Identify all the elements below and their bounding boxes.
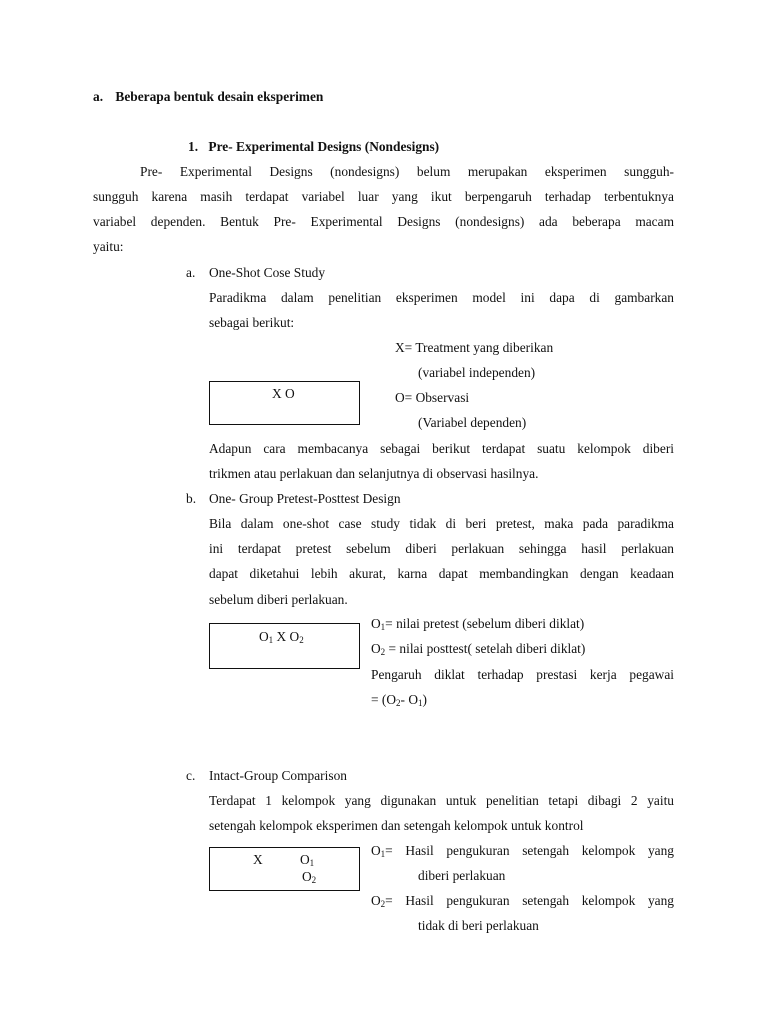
section-b-para-line-4: sebelum diberi perlakuan. xyxy=(209,592,348,607)
heading-text: Beberapa bentuk desain eksperimen xyxy=(115,89,324,104)
subheading xyxy=(188,139,439,155)
diagram-o1: $O_1$ xyxy=(300,852,315,868)
legend-o2-untreated-cont: tidak di beri perlakuan xyxy=(418,918,539,933)
section-a-para1-line-2: sebagai berikut: xyxy=(209,315,295,330)
intro-line-1: Pre- Experimental Designs (nondesigns) belum merupakan eksperimen sungguh- xyxy=(140,164,674,179)
legend-x-note: (variabel independen) xyxy=(418,365,536,380)
legend-o2-untreated: $O_2=$ Hasil pengukuran setengah kelompok yang xyxy=(371,893,674,909)
section-heading xyxy=(93,89,323,105)
intact-group-diagram-box xyxy=(209,847,360,891)
intro-line-4: yaitu: xyxy=(93,239,124,254)
section-c-para-line-2: setengah kelompok eksperimen dan setengah kelompok untuk kontrol xyxy=(209,818,584,833)
section-a-para2-line-1: Adapun cara membacanya sebagai berikut terdapat suatu kelompok diberi xyxy=(209,441,674,456)
heading-marker: a. xyxy=(93,89,104,104)
legend-o: O= Observasi xyxy=(395,390,470,405)
intro-line-2: sungguh karena masih terdapat variabel luar yang ikut berpengaruh terhadap terbentuknya xyxy=(93,189,674,204)
diagram-x: X xyxy=(253,852,263,867)
section-c-para-line-1: Terdapat 1 kelompok yang digunakan untuk penelitian tetapi dibagi 2 yaitu xyxy=(209,793,674,808)
section-a-marker: a. xyxy=(186,265,196,280)
section-b-marker: b. xyxy=(186,491,197,506)
section-a-para2-line-2: trikmen atau perlakuan dan selanjutnya di observasi hasilnya. xyxy=(209,466,539,481)
subheading-marker: 1. xyxy=(188,139,199,154)
legend-o1-treated-cont: diberi perlakuan xyxy=(418,868,506,883)
legend-x: X= Treatment yang diberikan xyxy=(395,340,554,355)
section-c-title: Intact-Group Comparison xyxy=(209,768,347,783)
legend-o2-posttest: $O_2$ = nilai posttest( setelah diberi diklat) xyxy=(371,641,586,657)
section-b-title: One- Group Pretest-Posttest Design xyxy=(209,491,401,506)
section-a-para1-line-1: Paradikma dalam penelitian eksperimen model ini dapa di gambarkan xyxy=(209,290,674,305)
section-c-marker: c. xyxy=(186,768,196,783)
legend-o1-pretest: $O_1=$ nilai pretest (sebelum diberi diklat) xyxy=(371,616,585,632)
pretest-posttest-diagram-box xyxy=(209,623,360,669)
one-shot-diagram-text: X O xyxy=(272,386,295,401)
section-a-title: One-Shot Cose Study xyxy=(209,265,326,280)
subheading-text: Pre- Experimental Designs (Nondesigns) xyxy=(208,139,440,154)
one-shot-diagram-box xyxy=(209,381,360,425)
legend-o1-treated: $O_1=$ Hasil pengukuran setengah kelompok yang xyxy=(371,843,674,859)
intro-line-3: variabel dependen. Bentuk Pre- Experimental Designs (nondesigns) ada beberapa macam xyxy=(93,214,674,229)
effect-formula: = ($O_2-$ $O_1$) xyxy=(371,692,427,708)
section-b-para-line-2: ini terdapat pretest sebelum diberi perlakuan sehingga hasil perlakuan xyxy=(209,541,674,556)
legend-o-note: (Variabel dependen) xyxy=(418,415,527,430)
effect-line: Pengaruh diklat terhadap prestasi kerja pegawai xyxy=(371,667,674,682)
section-b-para-line-1: Bila dalam one-shot case study tidak di beri pretest, maka pada paradikma xyxy=(209,516,674,531)
diagram-o2: $O_2$ xyxy=(302,869,317,885)
section-b-para-line-3: dapat diketahui lebih akurat, karna dapat membandingkan dengan keadaan xyxy=(209,566,674,581)
pretest-posttest-diagram-text: $O_1$ X $O_2$ xyxy=(259,629,304,645)
